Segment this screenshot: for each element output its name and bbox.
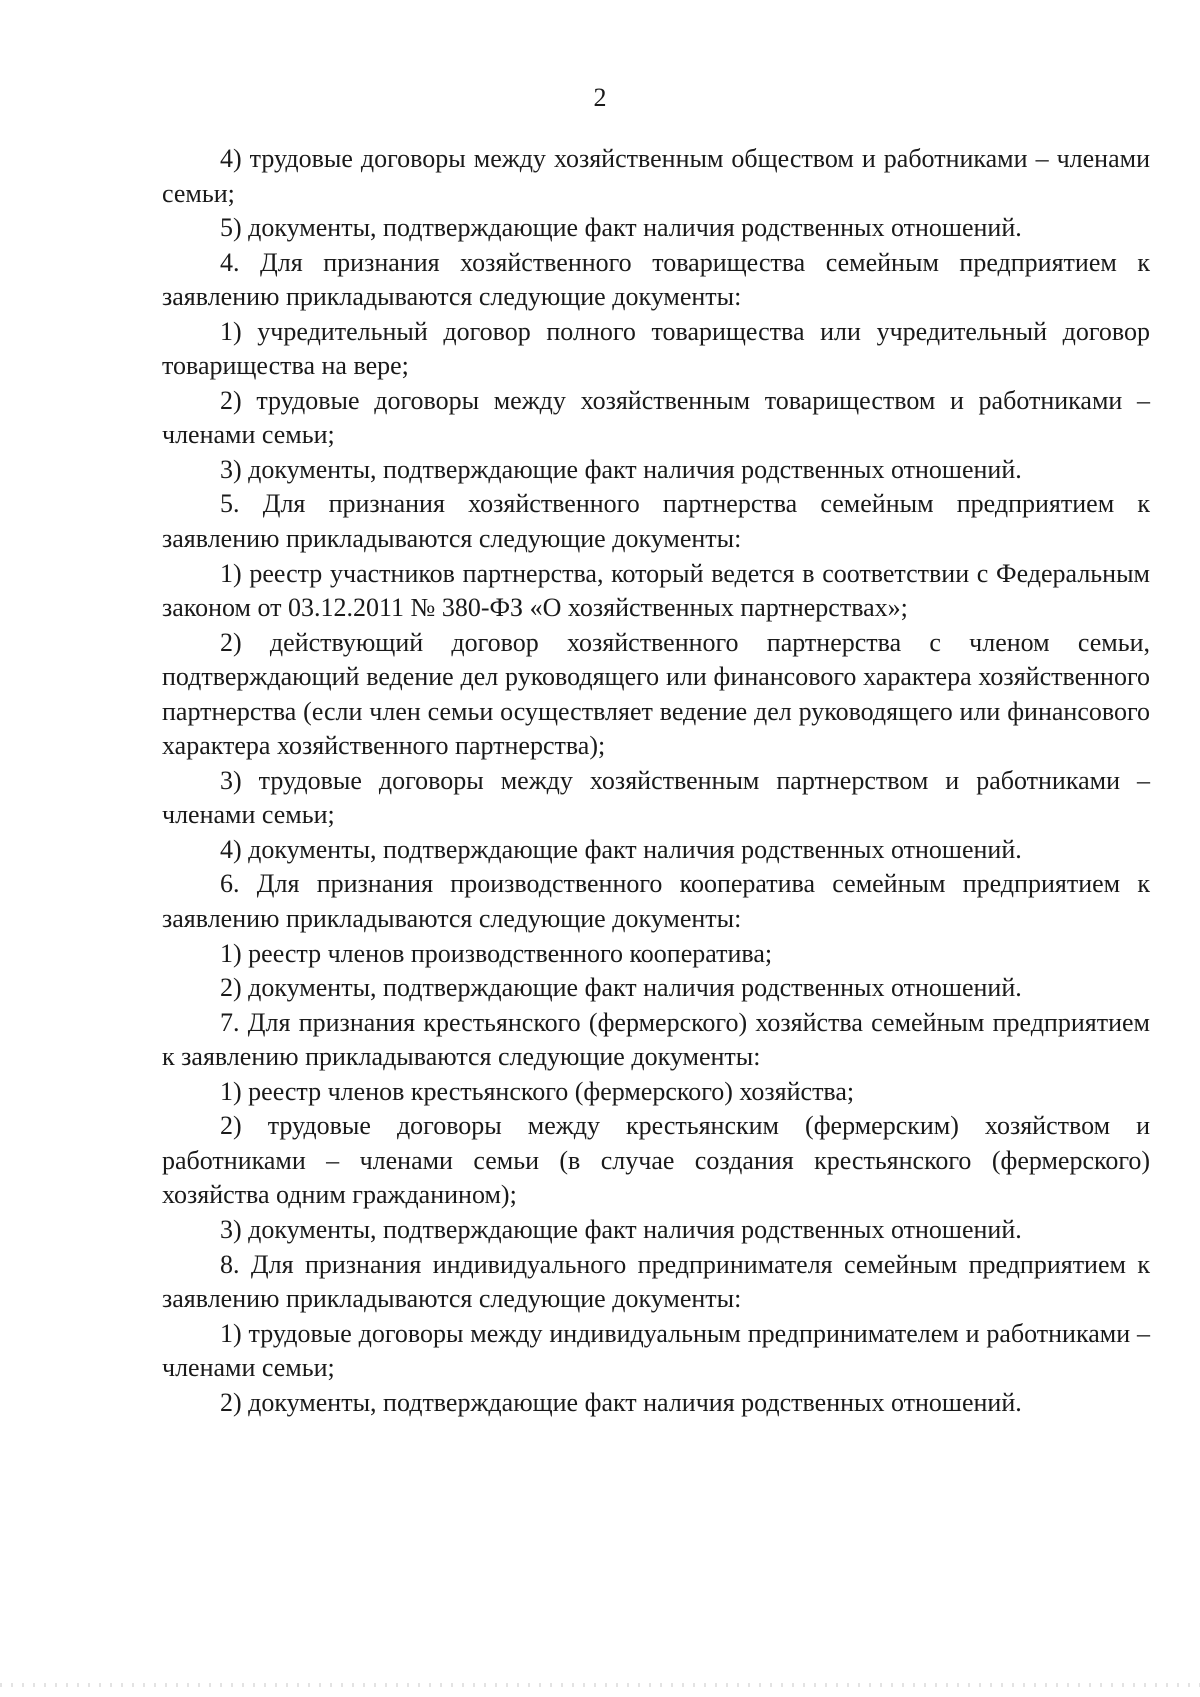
paragraph: 1) реестр участников партнерства, который ведется в соответствии с Федеральным законом от 03.12.2011 № 380-ФЗ «О хозяйственных партнерствах»; [162,558,1150,623]
paragraph: 8. Для признания индивидуального предпринимателя семейным предприятием к заявлению прикладываются следующие документы: [162,1249,1150,1314]
paragraph: 2) действующий договор хозяйственного партнерства с членом семьи, подтверждающий ведение дел руководящего или финансового характера хозяйственного партнерства (если член семьи осуществляет ведение дел руководящего или финансового характера хозяйственного партнерства); [162,627,1150,761]
paragraph: 1) реестр членов производственного кооператива; [220,938,773,968]
paragraph: 5. Для признания хозяйственного партнерства семейным предприятием к заявлению прикладываются следующие документы: [162,489,1150,554]
paragraph: 2) документы, подтверждающие факт наличия родственных отношений. [220,1387,1022,1417]
document-body [162,142,1150,1420]
scan-artifact-line [0,1683,1200,1687]
page-number: 2 [593,83,607,112]
paragraph: 1) учредительный договор полного товарищества или учредительный договор товарищества на вере; [162,316,1150,381]
paragraph: 4) документы, подтверждающие факт наличия родственных отношений. [220,834,1022,864]
paragraph: 4) трудовые договоры между хозяйственным обществом и работниками – членами семьи; [162,144,1150,208]
paragraph: 4. Для признания хозяйственного товарищества семейным предприятием к заявлению прикладываются следующие документы: [162,247,1150,312]
paragraph: 6. Для признания производственного кооператива семейным предприятием к заявлению прикладываются следующие документы: [162,869,1150,934]
paragraph: 7. Для признания крестьянского (фермерского) хозяйства семейным предприятием к заявлению прикладываются следующие документы: [162,1007,1150,1072]
paragraph: 1) трудовые договоры между индивидуальным предпринимателем и работниками – членами семьи; [162,1318,1150,1383]
paragraph: 2) документы, подтверждающие факт наличия родственных отношений. [220,973,1022,1003]
paragraph: 3) трудовые договоры между хозяйственным партнерством и работниками – членами семьи; [162,765,1150,830]
paragraph: 3) документы, подтверждающие факт наличия родственных отношений. [220,454,1022,484]
paragraph: 5) документы, подтверждающие факт наличия родственных отношений. [220,213,1022,243]
paragraph: 2) трудовые договоры между хозяйственным товариществом и работниками – членами семьи; [162,385,1150,450]
paragraph: 1) реестр членов крестьянского (фермерского) хозяйства; [220,1076,855,1106]
paragraph: 3) документы, подтверждающие факт наличия родственных отношений. [220,1214,1022,1244]
paragraph: 2) трудовые договоры между крестьянским (фермерским) хозяйством и работниками – членами семьи (в случае создания крестьянского (фермерского) хозяйства одним гражданином); [162,1111,1150,1210]
